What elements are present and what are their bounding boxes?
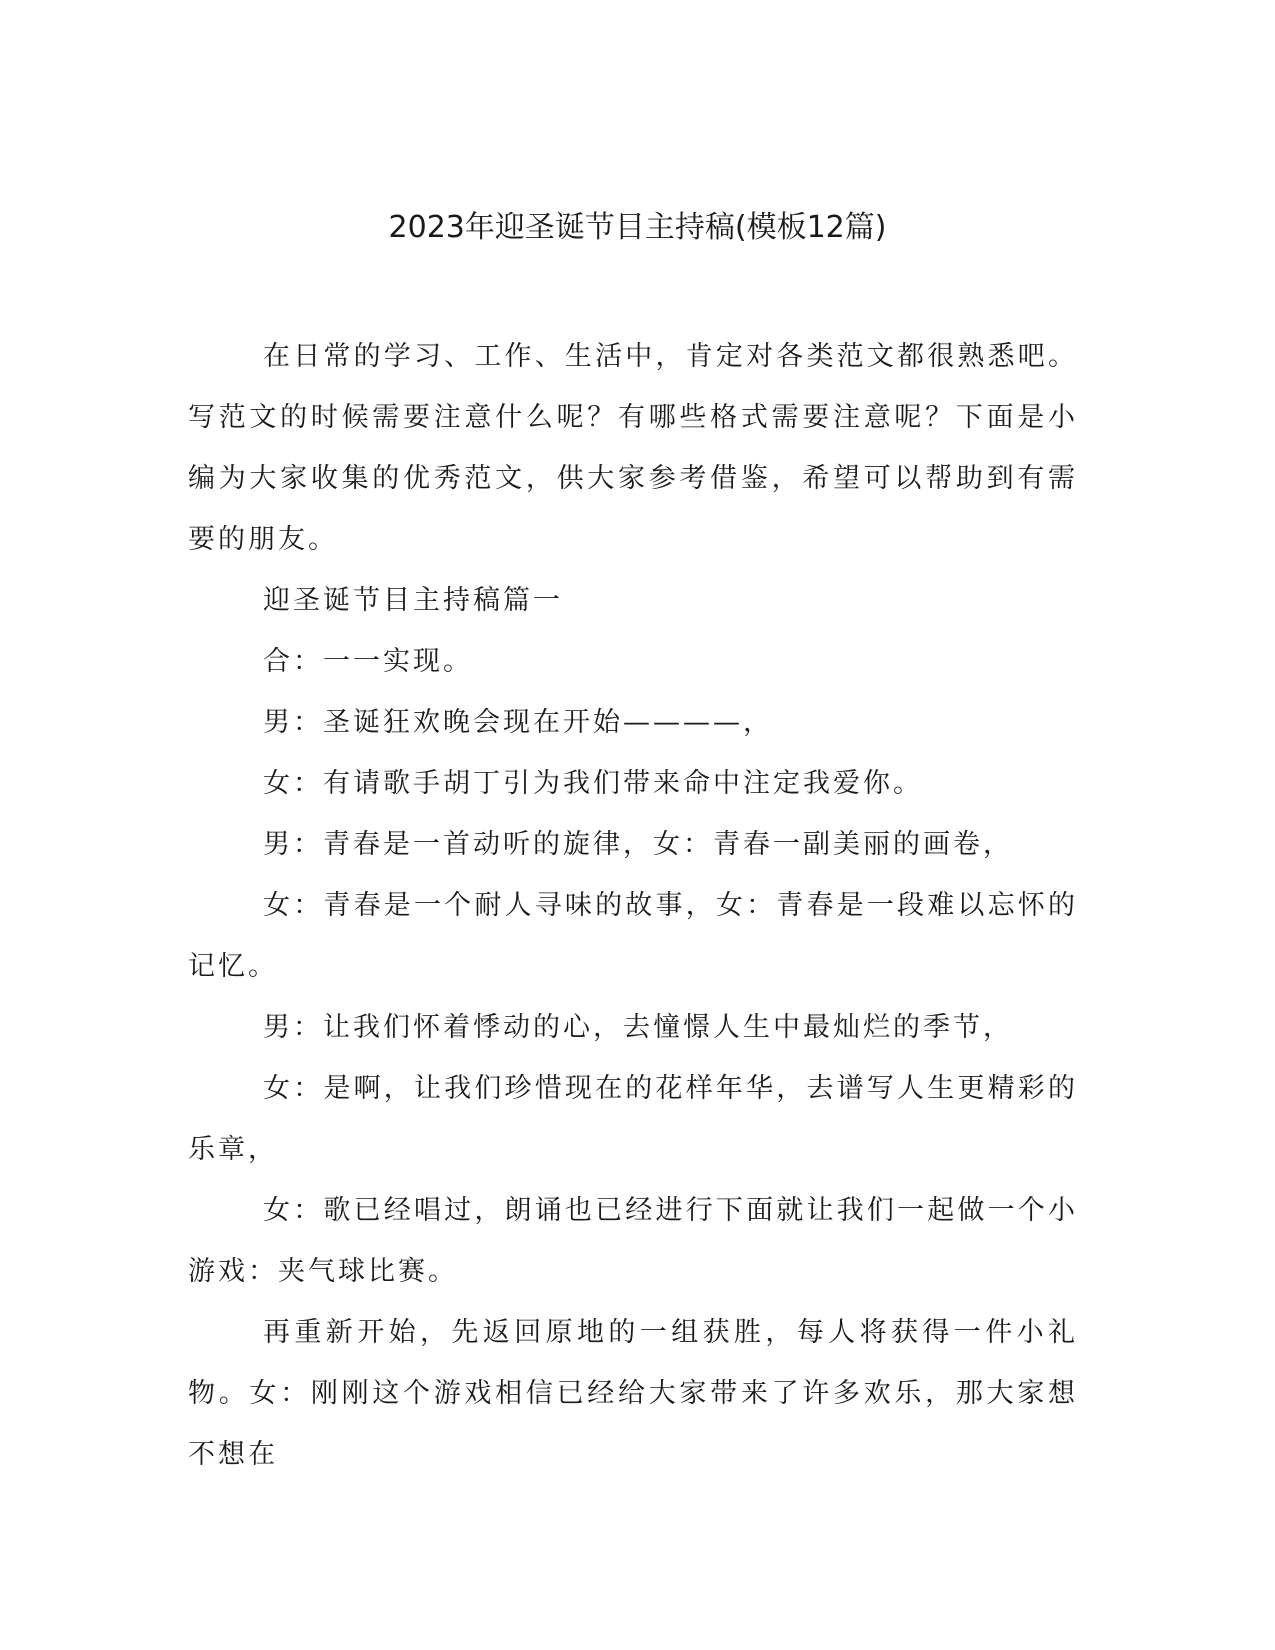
document-body [188, 326, 1078, 1485]
document-title: 2023年迎圣诞节目主持稿(模板12篇) [388, 210, 887, 245]
intro-paragraph: 在日常的学习、工作、生活中，肯定对各类范文都很熟悉吧。写范文的时候需要注意什么呢？有哪些格式需要注意呢？下面是小编为大家收集的优秀范文，供大家参考借鉴，希望可以帮助到有需要的朋友。 [188, 341, 1078, 555]
script-line: 再重新开始，先返回原地的一组获胜，每人将获得一件小礼物。女：刚刚这个游戏相信已经给大家带来了许多欢乐，那大家想不想在 [188, 1317, 1078, 1470]
script-line: 合：一一实现。 [263, 646, 473, 677]
script-line: 女：是啊，让我们珍惜现在的花样年华，去谱写人生更精彩的乐章， [188, 1073, 1078, 1165]
script-line: 男：让我们怀着悸动的心，去憧憬人生中最灿烂的季节， [263, 1012, 1013, 1043]
script-line: 女：有请歌手胡丁引为我们带来命中注定我爱你。 [263, 768, 923, 799]
script-line: 男：圣诞狂欢晚会现在开始————， [263, 707, 773, 738]
section-heading: 迎圣诞节目主持稿篇一 [263, 585, 563, 616]
script-line: 女：青春是一个耐人寻味的故事，女：青春是一段难以忘怀的记忆。 [188, 890, 1078, 982]
script-line: 男：青春是一首动听的旋律，女：青春一副美丽的画卷， [263, 829, 1013, 860]
script-line: 女：歌已经唱过，朗诵也已经进行下面就让我们一起做一个小游戏：夹气球比赛。 [188, 1195, 1078, 1287]
